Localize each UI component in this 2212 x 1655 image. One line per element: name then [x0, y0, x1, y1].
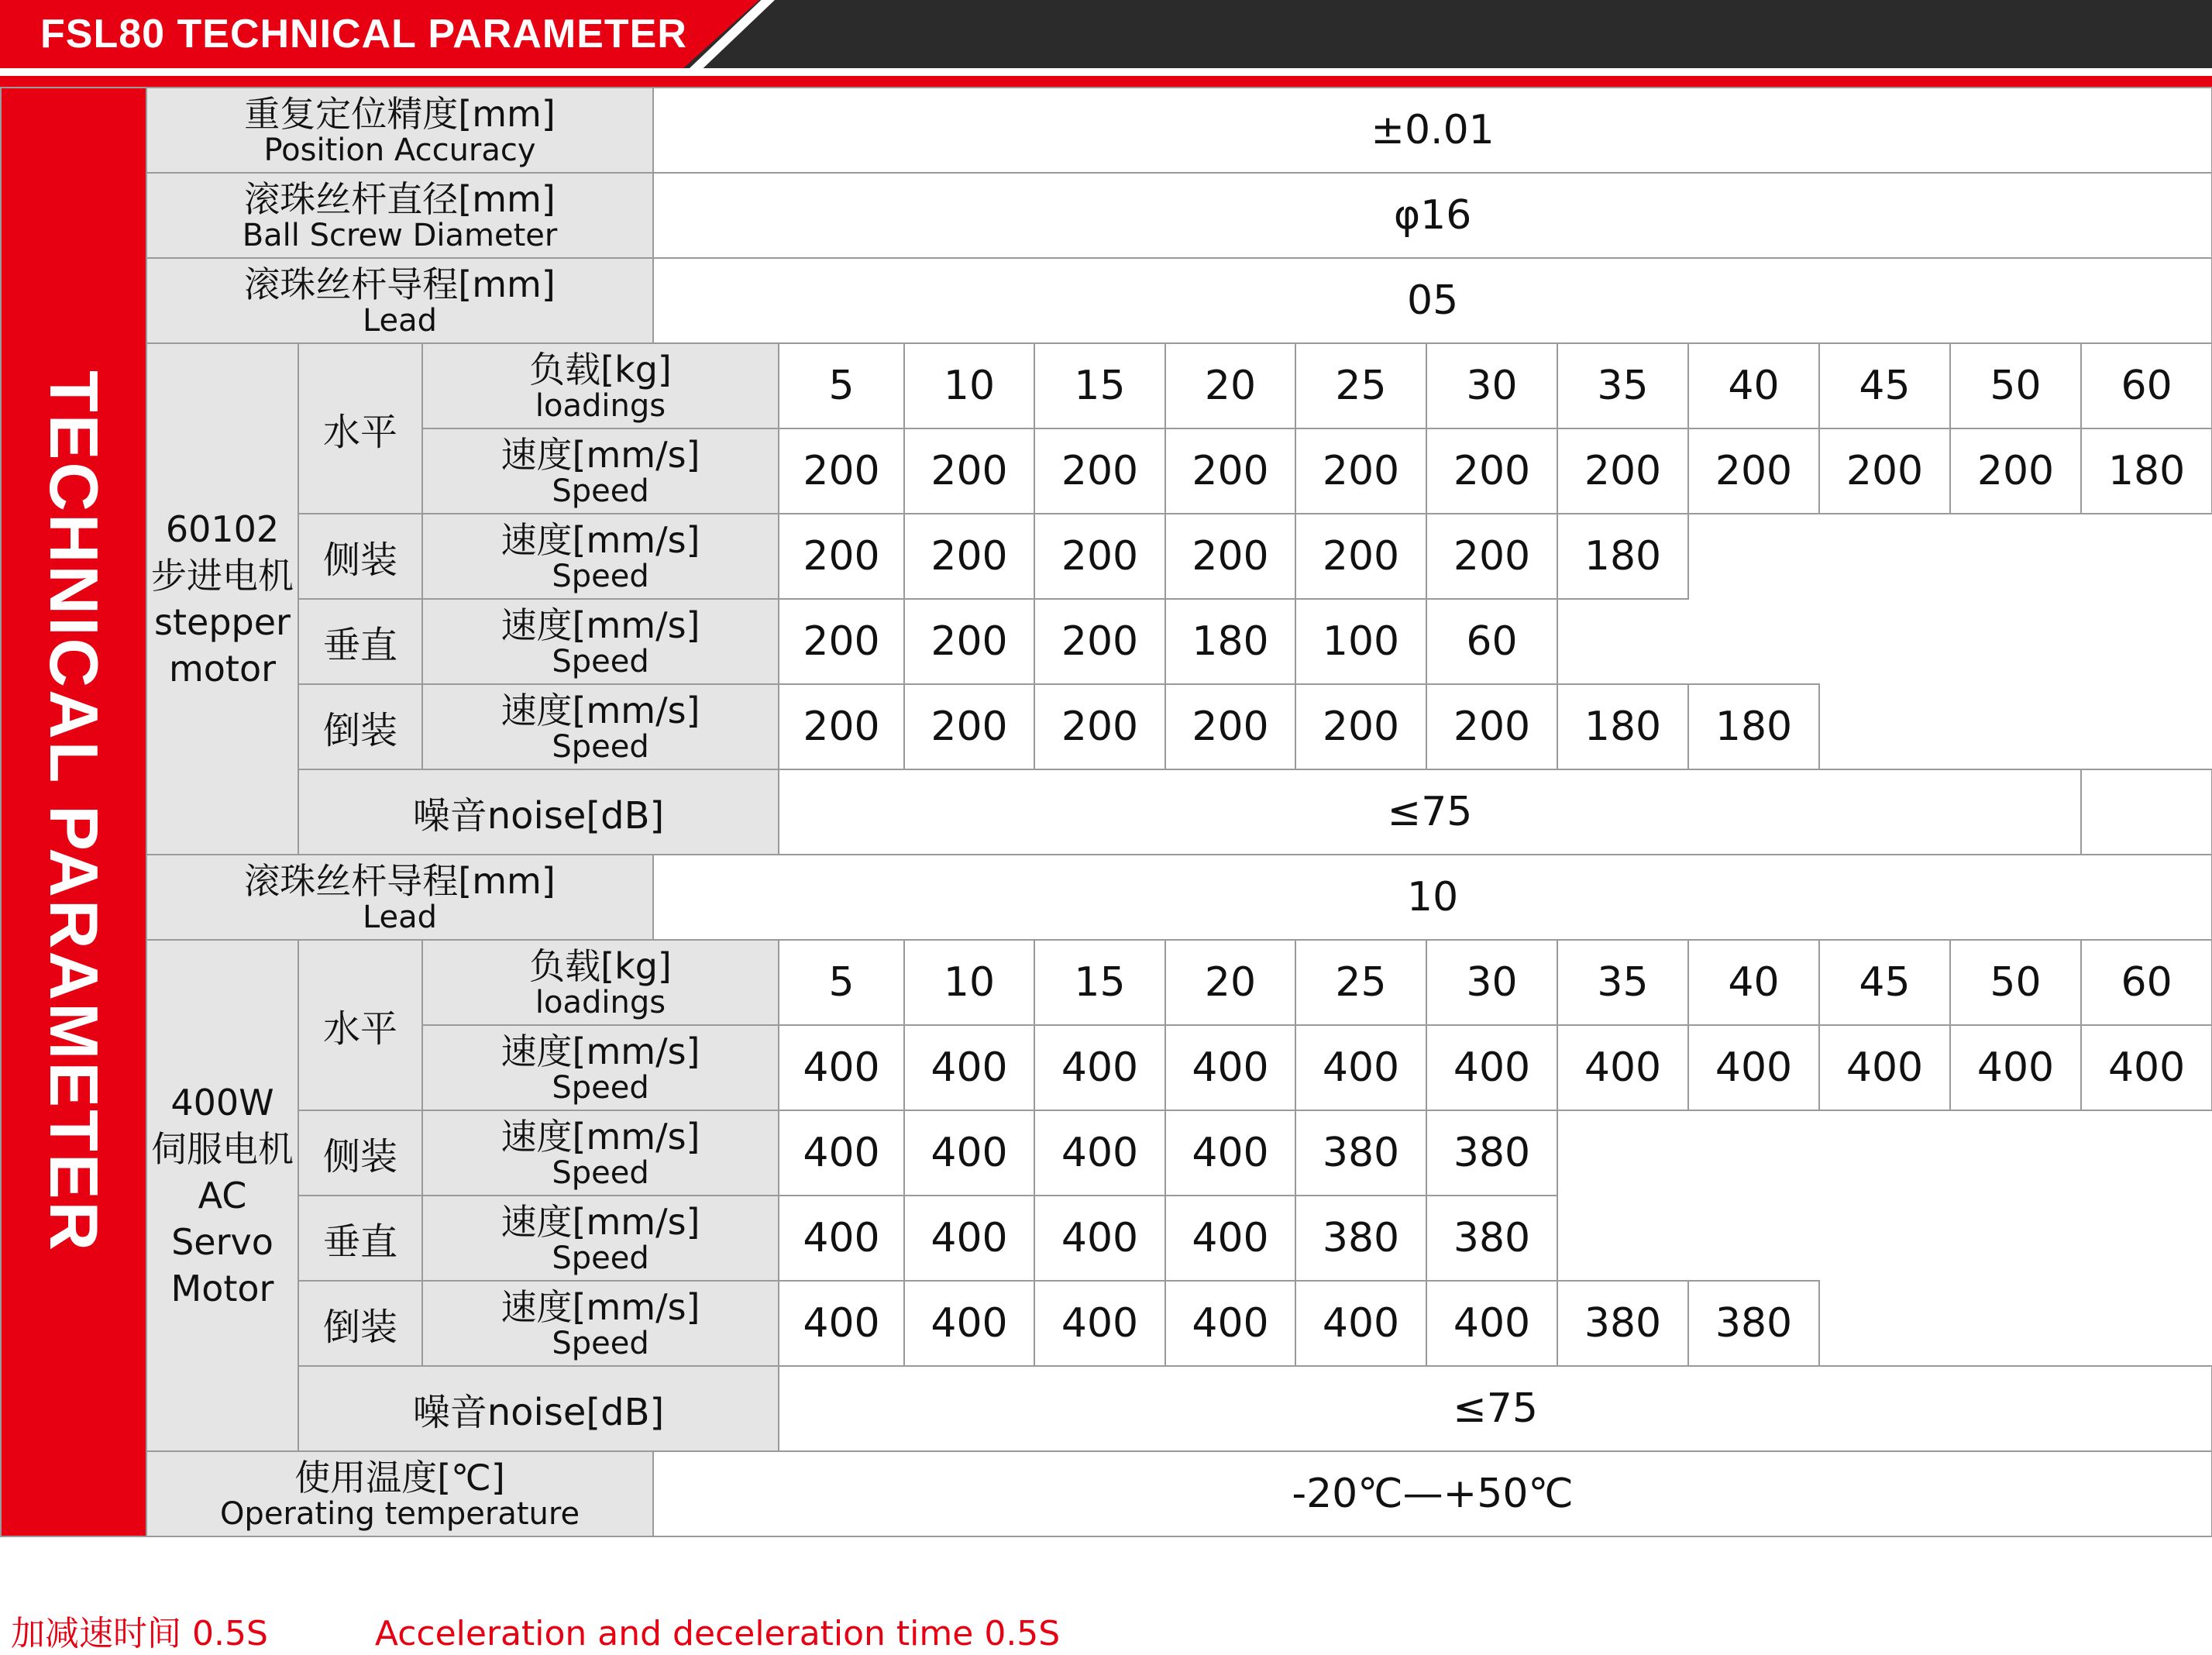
speed-cell: 200 [904, 684, 1034, 769]
noise-value: ≤75 [779, 769, 2081, 855]
speed-cell: 200 [904, 599, 1034, 684]
row-servo-inverted-speed [1, 1281, 2212, 1366]
speed-cell: 400 [1165, 1025, 1295, 1110]
speed-cell: 400 [2081, 1025, 2212, 1110]
load-cell: 20 [1165, 343, 1295, 428]
speed-cell: 400 [1165, 1110, 1295, 1196]
speed-cell: 380 [1688, 1281, 1819, 1366]
speed-cell: 400 [1426, 1025, 1557, 1110]
speed-cell: 200 [1819, 428, 1950, 514]
label-en: Speed [552, 559, 649, 594]
speed-header [422, 1196, 779, 1281]
label-zh: 负载[kg] [529, 349, 672, 391]
speed-cell: 380 [1426, 1110, 1557, 1196]
load-cell: 60 [2081, 940, 2212, 1025]
speed-cell: 400 [1950, 1025, 2081, 1110]
noise-value: ≤75 [779, 1366, 2212, 1451]
load-cell: 10 [904, 940, 1034, 1025]
label-zh: 速度[mm/s] [501, 519, 700, 561]
speed-cell: 400 [1819, 1025, 1950, 1110]
empty-cell [2081, 769, 2212, 855]
label-en: Speed [552, 729, 649, 765]
red-rule [0, 76, 2212, 87]
row-lead-servo [1, 855, 2212, 940]
speed-cell: 400 [1295, 1025, 1426, 1110]
label-en: loadings [535, 388, 666, 424]
label-zh: 速度[mm/s] [501, 1116, 700, 1158]
speed-cell: 180 [2081, 428, 2212, 514]
motor-line: 伺服电机 [151, 1128, 294, 1170]
speed-cell: 200 [1426, 684, 1557, 769]
lead-label [146, 258, 653, 343]
label-zh: 速度[mm/s] [501, 1031, 700, 1072]
load-cell: 40 [1688, 343, 1819, 428]
load-cell: 20 [1165, 940, 1295, 1025]
row-position-accuracy [1, 88, 2212, 173]
speed-cell: 400 [904, 1025, 1034, 1110]
row-operating-temperature [1, 1451, 2212, 1536]
speed-cell: 400 [1557, 1025, 1688, 1110]
speed-cell: 60 [1426, 599, 1557, 684]
label-en: Speed [552, 1155, 649, 1191]
mount-horizontal-label: 水平 [298, 343, 422, 514]
speed-cell: 200 [779, 684, 904, 769]
mount-vertical-label: 垂直 [298, 1196, 422, 1281]
row-stepper-loadings [1, 343, 2212, 428]
row-servo-side-speed [1, 1110, 2212, 1196]
label-en: Speed [552, 1326, 649, 1361]
mount-inverted-label: 倒装 [298, 1281, 422, 1366]
position-accuracy-value: ±0.01 [653, 88, 2212, 173]
speed-header [422, 684, 779, 769]
footnote-zh: 加减速时间 0.5S [11, 1614, 268, 1653]
load-cell: 10 [904, 343, 1034, 428]
speed-cell: 400 [1034, 1025, 1165, 1110]
footnote [11, 1605, 1060, 1655]
speed-cell: 400 [904, 1196, 1034, 1281]
speed-cell: 400 [1165, 1196, 1295, 1281]
load-cell: 5 [779, 940, 904, 1025]
empty-cell [1819, 684, 2212, 769]
speed-header [422, 514, 779, 599]
speed-cell: 200 [1557, 428, 1688, 514]
speed-cell: 180 [1557, 684, 1688, 769]
label-en: loadings [535, 985, 666, 1020]
load-cell: 5 [779, 343, 904, 428]
lead-value: 10 [653, 855, 2212, 940]
load-cell: 40 [1688, 940, 1819, 1025]
speed-cell: 200 [1688, 428, 1819, 514]
row-ball-screw-diameter [1, 173, 2212, 258]
speed-header [422, 1281, 779, 1366]
row-stepper-noise [1, 769, 2212, 855]
empty-cell [1557, 1196, 2212, 1281]
speed-cell: 200 [1426, 514, 1557, 599]
servo-motor-label [146, 940, 298, 1451]
label-en: Speed [552, 473, 649, 509]
load-cell: 45 [1819, 940, 1950, 1025]
empty-cell [1688, 514, 2212, 599]
speed-cell: 400 [1165, 1281, 1295, 1366]
speed-cell: 400 [1688, 1025, 1819, 1110]
load-cell: 50 [1950, 940, 2081, 1025]
label-en: Operating temperature [219, 1496, 580, 1532]
speed-header [422, 1025, 779, 1110]
lead-value: 05 [653, 258, 2212, 343]
noise-label: 噪音noise[dB] [298, 769, 779, 855]
label-zh: 速度[mm/s] [501, 434, 700, 476]
mount-side-label: 侧装 [298, 514, 422, 599]
label-zh: 滚珠丝杆导程[mm] [244, 860, 556, 902]
speed-cell: 400 [779, 1281, 904, 1366]
motor-line: motor [168, 648, 277, 690]
speed-cell: 400 [1295, 1281, 1426, 1366]
speed-cell: 380 [1426, 1196, 1557, 1281]
ball-screw-diameter-value: φ16 [653, 173, 2212, 258]
motor-line: 60102 [165, 508, 280, 550]
position-accuracy-label [146, 88, 653, 173]
motor-line: Motor [170, 1268, 274, 1309]
speed-cell: 200 [1034, 428, 1165, 514]
label-zh: 重复定位精度[mm] [244, 93, 556, 135]
label-en: Speed [552, 1070, 649, 1106]
row-servo-vertical-speed [1, 1196, 2212, 1281]
speed-cell: 200 [1165, 684, 1295, 769]
load-cell: 25 [1295, 940, 1426, 1025]
load-cell: 30 [1426, 940, 1557, 1025]
motor-line: stepper [154, 601, 291, 643]
label-zh: 速度[mm/s] [501, 1201, 700, 1243]
speed-cell: 200 [1295, 428, 1426, 514]
load-cell: 45 [1819, 343, 1950, 428]
motor-line: Servo [171, 1221, 273, 1263]
side-banner [1, 88, 146, 1536]
row-stepper-inverted-speed [1, 684, 2212, 769]
speed-cell: 200 [779, 428, 904, 514]
side-banner-label: TECHNICAL PARAMETER [36, 370, 112, 1254]
speed-cell: 380 [1295, 1196, 1426, 1281]
label-zh: 滚珠丝杆导程[mm] [244, 263, 556, 305]
motor-line: AC [198, 1175, 247, 1216]
label-zh: 速度[mm/s] [501, 1286, 700, 1328]
page-title: FSL80 TECHNICAL PARAMETER [40, 12, 687, 57]
footnote-en: Acceleration and deceleration time 0.5S [374, 1614, 1061, 1653]
speed-cell: 200 [904, 514, 1034, 599]
empty-cell [1557, 599, 2212, 684]
noise-label: 噪音noise[dB] [298, 1366, 779, 1451]
motor-line: 步进电机 [151, 555, 294, 597]
mount-side-label: 侧装 [298, 1110, 422, 1196]
row-servo-noise [1, 1366, 2212, 1451]
empty-cell [1819, 1281, 2212, 1366]
title-banner [0, 0, 2212, 68]
speed-header [422, 428, 779, 514]
speed-cell: 400 [1034, 1110, 1165, 1196]
speed-cell: 200 [1165, 428, 1295, 514]
label-zh: 速度[mm/s] [501, 690, 700, 731]
speed-cell: 200 [1295, 514, 1426, 599]
load-cell: 35 [1557, 940, 1688, 1025]
label-zh: 滚珠丝杆直径[mm] [244, 178, 556, 220]
speed-cell: 400 [779, 1196, 904, 1281]
speed-cell: 180 [1165, 599, 1295, 684]
speed-cell: 400 [1034, 1196, 1165, 1281]
stepper-motor-label [146, 343, 298, 855]
row-stepper-vertical-speed [1, 599, 2212, 684]
speed-cell: 200 [1295, 684, 1426, 769]
technical-parameter-table [0, 87, 2212, 1537]
label-en: Lead [362, 900, 438, 935]
row-lead-stepper [1, 258, 2212, 343]
speed-cell: 400 [779, 1025, 904, 1110]
temperature-label [146, 1451, 653, 1536]
speed-header [422, 599, 779, 684]
speed-cell: 200 [1950, 428, 2081, 514]
speed-cell: 180 [1688, 684, 1819, 769]
label-en: Speed [552, 1240, 649, 1276]
label-en: Lead [362, 303, 438, 339]
load-cell: 35 [1557, 343, 1688, 428]
loadings-header [422, 940, 779, 1025]
speed-cell: 200 [904, 428, 1034, 514]
load-cell: 50 [1950, 343, 2081, 428]
label-zh: 速度[mm/s] [501, 604, 700, 646]
temperature-value: -20℃—+50℃ [653, 1451, 2212, 1536]
mount-vertical-label: 垂直 [298, 599, 422, 684]
loadings-header [422, 343, 779, 428]
speed-cell: 200 [1034, 684, 1165, 769]
speed-cell: 100 [1295, 599, 1426, 684]
motor-line: 400W [170, 1082, 274, 1123]
load-cell: 25 [1295, 343, 1426, 428]
empty-cell [1557, 1110, 2212, 1196]
speed-cell: 180 [1557, 514, 1688, 599]
speed-cell: 200 [1034, 514, 1165, 599]
speed-cell: 380 [1295, 1110, 1426, 1196]
mount-inverted-label: 倒装 [298, 684, 422, 769]
row-servo-loadings [1, 940, 2212, 1025]
speed-cell: 400 [904, 1110, 1034, 1196]
speed-cell: 200 [1426, 428, 1557, 514]
speed-cell: 200 [1165, 514, 1295, 599]
speed-cell: 400 [1426, 1281, 1557, 1366]
load-cell: 15 [1034, 343, 1165, 428]
load-cell: 15 [1034, 940, 1165, 1025]
speed-header [422, 1110, 779, 1196]
speed-cell: 400 [904, 1281, 1034, 1366]
label-zh: 负载[kg] [529, 945, 672, 987]
label-en: Position Accuracy [263, 132, 536, 168]
speed-cell: 200 [779, 514, 904, 599]
load-cell: 30 [1426, 343, 1557, 428]
lead-label [146, 855, 653, 940]
speed-cell: 200 [1034, 599, 1165, 684]
load-cell: 60 [2081, 343, 2212, 428]
label-zh: 使用温度[℃] [294, 1457, 505, 1498]
speed-cell: 380 [1557, 1281, 1688, 1366]
speed-cell: 400 [1034, 1281, 1165, 1366]
speed-cell: 400 [779, 1110, 904, 1196]
row-stepper-side-speed [1, 514, 2212, 599]
ball-screw-diameter-label [146, 173, 653, 258]
label-en: Ball Screw Diameter [242, 218, 558, 253]
speed-cell: 200 [779, 599, 904, 684]
mount-horizontal-label: 水平 [298, 940, 422, 1110]
label-en: Speed [552, 644, 649, 680]
